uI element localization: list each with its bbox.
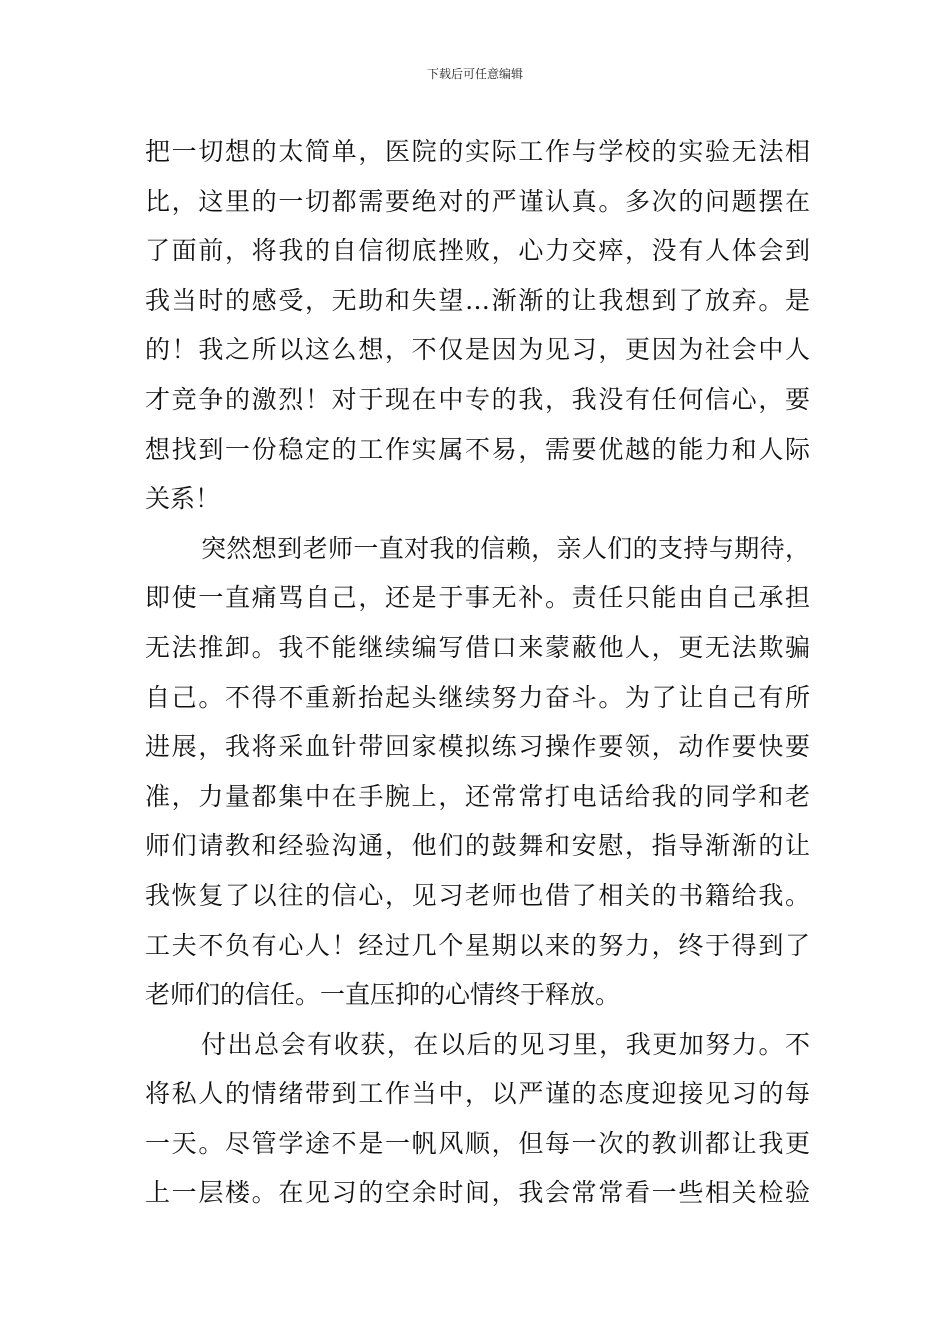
text-line: 进展，我将采血针带回家模拟练习操作要领，动作要快要 [145,732,810,762]
text-line: 老师们的信任。一直压抑的心情终于释放。 [145,980,621,1010]
text-line: 把一切想的太简单，医院的实际工作与学校的实验无法相 [145,137,810,166]
text-line: 关系！ [145,484,221,514]
text-line: 上一层楼。在见习的空余时间，我会常常看一些相关检验 [145,1178,810,1208]
text-line: 付出总会有收获，在以后的见习里，我更加努力。不 [201,1029,810,1059]
text-line: 无法推卸。我不能继续编写借口来蒙蔽他人，更无法欺骗 [145,632,810,662]
text-line: 想找到一份稳定的工作实属不易，需要优越的能力和人际 [145,434,810,464]
text-line: 将私人的情绪带到工作当中，以严谨的态度迎接见习的每 [145,1079,810,1109]
page-header: 下载后可任意编辑 [426,67,523,81]
text-line: 自己。不得不重新抬起头继续努力奋斗。为了让自己有所 [145,682,810,712]
text-line: 即使一直痛骂自己，还是于事无补。责任只能由自己承担 [145,583,810,613]
paragraph [145,127,810,524]
paragraph [145,524,810,1020]
text-line: 一天。尽管学途不是一帆风顺，但每一次的教训都让我更 [145,1128,810,1158]
text-line: 突然想到老师一直对我的信赖，亲人们的支持与期待， [201,533,810,563]
text-line: 我当时的感受，无助和失望…渐渐的让我想到了放弃。是 [145,285,810,315]
text-line: 比，这里的一切都需要绝对的严谨认真。多次的问题摆在 [145,186,810,216]
text-line: 了面前，将我的自信彻底挫败，心力交瘁，没有人体会到 [145,236,810,266]
text-line: 工夫不负有心人！经过几个星期以来的努力，终于得到了 [145,930,810,960]
text-line: 才竞争的激烈！对于现在中专的我，我没有任何信心，要 [145,384,810,414]
text-line: 准，力量都集中在手腕上，还常常打电话给我的同学和老 [145,781,810,811]
document-body [145,127,810,1218]
text-line: 我恢复了以往的信心，见习老师也借了相关的书籍给我。 [145,880,810,910]
text-line: 师们请教和经验沟通，他们的鼓舞和安慰，指导渐渐的让 [145,831,810,861]
text-line: 的！我之所以这么想，不仅是因为见习，更因为社会中人 [145,335,810,365]
paragraph [145,1020,810,1218]
